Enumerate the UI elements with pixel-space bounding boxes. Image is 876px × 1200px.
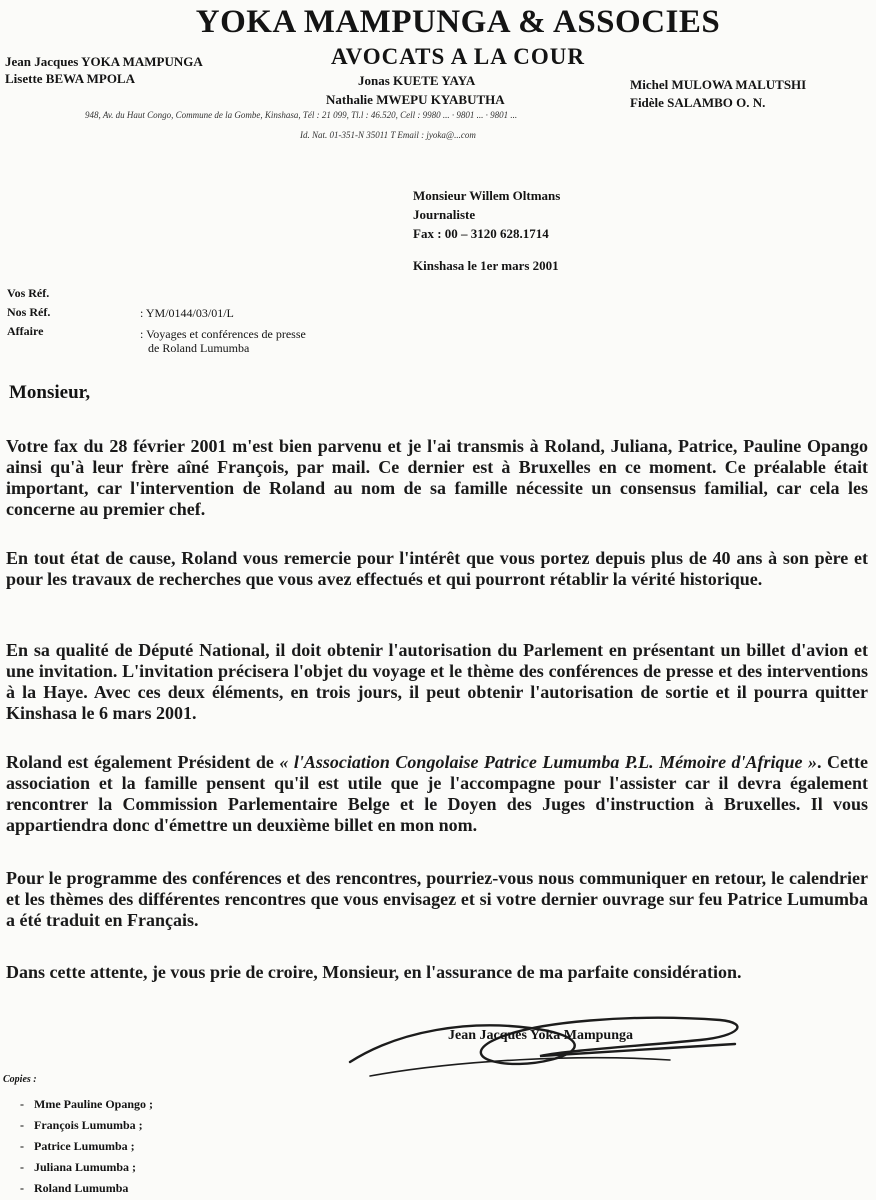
copy-bullet: - [20, 1118, 24, 1132]
copy-recipient-name: François Lumumba ; [34, 1118, 143, 1132]
firm-address-line1: 948, Av. du Haut Congo, Commune de la Gombe, Kinshasa, Tél : 21 099, Tl.l : 46.520, Cell : 9980 ... · 9801 ... · 9801 ... [85, 110, 518, 120]
copy-recipient [20, 1094, 153, 1115]
reference-values [140, 306, 306, 355]
firm-address-line2: Id. Nat. 01-351-N 35011 T Email : jyoka@...com [300, 130, 476, 140]
partner-left-1: Jean Jacques YOKA MAMPUNGA [5, 54, 203, 69]
copy-recipient-name: Patrice Lumumba ; [34, 1139, 135, 1153]
association-name: « l'Association Congolaise Patrice Lumumba P.L. Mémoire d'Afrique » [279, 752, 818, 772]
copy-recipient-name: Juliana Lumumba ; [34, 1160, 137, 1174]
copy-recipient [20, 1136, 153, 1157]
affaire-label: Affaire [7, 324, 44, 338]
copies-list [20, 1094, 153, 1199]
partner-right-1: Michel MULOWA MALUTSHI [630, 77, 807, 92]
affaire-value-2: de Roland Lumumba [148, 341, 250, 355]
nos-ref-label: Nos Réf. [7, 305, 51, 319]
firm-name: YOKA MAMPUNGA & ASSOCIES [195, 4, 721, 40]
recipient-block [413, 186, 560, 243]
partner-center-2: Nathalie MWEPU KYABUTHA [326, 92, 505, 107]
partner-center-1: Jonas KUETE YAYA [358, 73, 476, 88]
signer-name: Jean Jacques Yoka Mampunga [448, 1028, 634, 1043]
firm-subtitle: AVOCATS A LA COUR [330, 44, 586, 69]
copy-recipient [20, 1115, 153, 1136]
salutation: Monsieur, [9, 382, 91, 403]
vos-ref-label: Vos Réf. [7, 286, 50, 300]
affaire-value-1: : Voyages et conférences de presse [140, 327, 306, 341]
paragraph-3: En sa qualité de Député National, il doit obtenir l'autorisation du Parlement en présentant un billet d'avion et une invitation. L'invitation précisera l'objet du voyage et le thème des conférences de presse et des interventions à la Haye. Avec ces deux éléments, en trois jours, il peut obtenir l'autorisation de sortie et il pourra quitter Kinshasa le 6 mars 2001. [6, 640, 868, 723]
recipient-name: Monsieur Willem Oltmans [413, 188, 561, 203]
paragraph-2: En tout état de cause, Roland vous remercie pour l'intérêt que vous portez depuis plus de 40 ans à son père et pour les travaux de recherches que vous avez effectués et qui pourront rétablir la vérité historique. [6, 548, 868, 589]
copy-recipient-name: Roland Lumumba [34, 1181, 129, 1195]
partner-right-2: Fidèle SALAMBO O. N. [630, 95, 766, 110]
copies-label: Copies : [3, 1074, 37, 1085]
paragraph-5: Pour le programme des conférences et des rencontres, pourriez-vous nous communiquer en retour, le calendrier et les thèmes des différentes rencontres que vous envisagez et si votre dernier ouvrage sur feu Patrice Lumumba a été traduit en Français. [6, 868, 868, 930]
copy-bullet: - [20, 1181, 24, 1195]
copy-recipient [20, 1178, 153, 1199]
letter-date: Kinshasa le 1er mars 2001 [413, 258, 559, 273]
copy-bullet: - [20, 1160, 24, 1174]
copy-bullet: - [20, 1097, 24, 1111]
partner-left-2: Lisette BEWA MPOLA [5, 71, 135, 86]
copy-recipient [20, 1157, 153, 1178]
paragraph-4 [6, 752, 868, 836]
paragraph-1: Votre fax du 28 février 2001 m'est bien parvenu et je l'ai transmis à Roland, Juliana, Patrice, Pauline Opango ainsi qu'à leur frère aîné François, par mail. Ce dernier est à Bruxelles en ce moment. Ce préalable était important, car l'intervention de Roland au nom de sa famille nécessite un consensus familial, car cela les concerne au premier chef. [6, 436, 868, 519]
copy-recipient-name: Mme Pauline Opango ; [34, 1097, 153, 1111]
reference-labels [7, 284, 50, 341]
recipient-fax: Fax : 00 – 3120 628.1714 [413, 226, 549, 241]
recipient-title: Journaliste [413, 207, 476, 222]
paragraph-4-start: Roland est également Président de [6, 752, 280, 772]
copy-bullet: - [20, 1139, 24, 1153]
paragraph-4-end: . Cette association et la famille pensent qu'il est utile que je l'accompagne pour l'assister car il devra également rencontrer la Commission Parlementaire Belge et le Doyen des Juges d'instruction à Bruxelles. Il vous appartiendra donc d'émettre un deuxième billet en mon nom. [6, 752, 869, 835]
paragraph-6: Dans cette attente, je vous prie de croire, Monsieur, en l'assurance de ma parfaite considération. [6, 962, 742, 982]
nos-ref-value: : YM/0144/03/01/L [140, 306, 234, 320]
